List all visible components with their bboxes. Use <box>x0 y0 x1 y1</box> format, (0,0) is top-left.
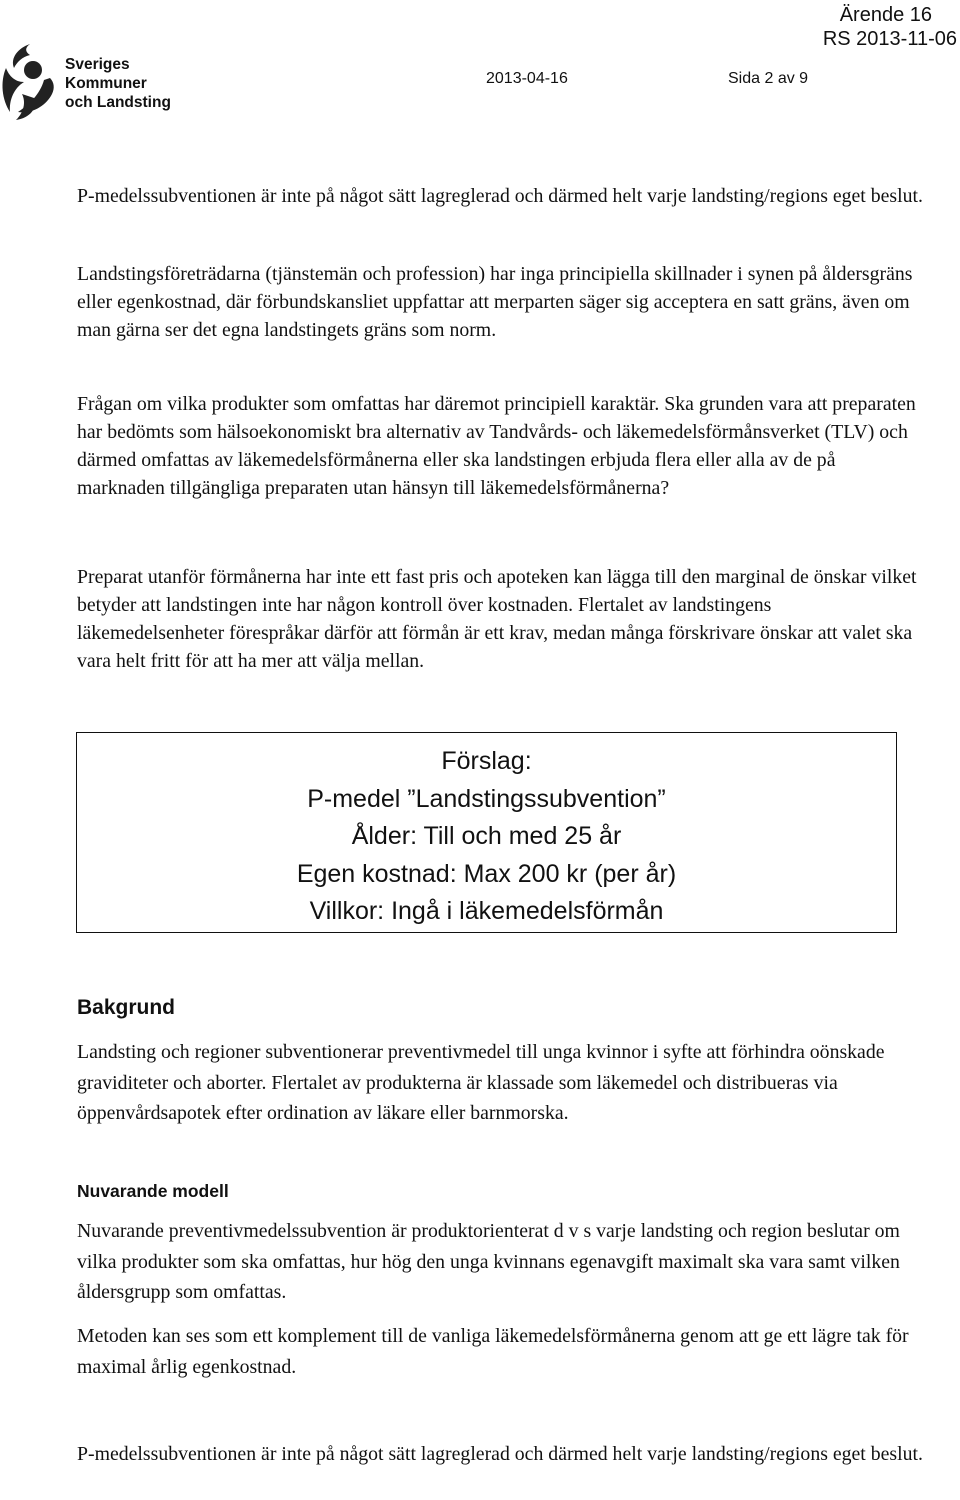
logo-line-1: Sveriges <box>65 56 130 73</box>
paragraph-preparations: Preparat utanför förmånerna har inte ett fast pris och apoteken kan lägga till den marginal de önskar vilket betyder att landstingen inte har någon kontroll över kostnaden. Flertalet av landstingens läkemedelsenheter förespråkar därför att förmån är ett krav, medan många förskrivare önskar att valet ska vara helt fritt för att ha mer att välja mellan. <box>77 566 917 672</box>
paragraph-nuvarande-2: Metoden kan ses som ett komplement till de vanliga läkemedelsförmånerna genom att ge ett lägre tak för maximal årlig egenkostnad. <box>77 1325 909 1378</box>
proposal-cost: Egen kostnad: Max 200 kr (per år) <box>296 859 677 888</box>
proposal-age: Ålder: Till och med 25 år <box>351 822 622 850</box>
logo-line-2: Kommuner <box>65 75 147 92</box>
arende-number: Ärende 16 <box>839 4 932 26</box>
paragraph-bakgrund: Landsting och regioner subventionerar preventivmedel till unga kvinnor i syfte att förhindra oönskade graviditeter och aborter. Flertalet av produkterna är klassade som läkemedel och distribueras via öppenvårdsapotek efter ordination av läkare eller barnmorska. <box>77 1041 885 1124</box>
rs-date: RS 2013-11-06 <box>822 28 957 50</box>
document-date: 2013-04-16 <box>486 70 568 87</box>
skl-figure-logo-icon <box>0 42 62 122</box>
logo-wordmark <box>65 55 171 112</box>
proposal-name: P-medel ”Landstingssubvention” <box>307 784 666 813</box>
page-number: Sida 2 av 9 <box>728 70 809 87</box>
heading-bakgrund: Bakgrund <box>77 996 176 1019</box>
heading-nuvarande-modell: Nuvarande modell <box>77 1181 229 1201</box>
proposal-box <box>76 732 897 933</box>
proposal-condition: Villkor: Ingå i läkemedelsförmån <box>309 897 664 925</box>
paragraph-regulation: P-medelssubventionen är inte på något sätt lagreglerad och därmed helt varje landsting/regions eget beslut. <box>77 185 923 207</box>
paragraph-products-question: Frågan om vilka produkter som omfattas har däremot principiell karaktär. Ska grunden vara att preparaten har bedömts som hälsoekonomiskt bra alternativ av Tandvårds- och läkemedelsförmånsverket (TLV) och därmed omfattas av läkemedelsförmånerna eller ska landstingen erbjuda flera eller alla av de på marknaden tillgängliga preparaten utan hänsyn till läkemedelsförmånerna? <box>77 393 916 499</box>
paragraph-nuvarande-3: P-medelssubventionen är inte på något sätt lagreglerad och därmed helt varje landsting/regions eget beslut. <box>77 1443 923 1465</box>
proposal-title: Förslag: <box>441 747 532 775</box>
paragraph-representatives: Landstingsföreträdarna (tjänstemän och profession) har inga principiella skillnader i synen på åldersgräns eller egenkostnad, där förbundskansliet uppfattar att merparten säger sig acceptera en satt gräns, även om man gärna ser det egna landstingets gräns som norm. <box>77 263 913 341</box>
logo-line-3: och Landsting <box>65 94 171 111</box>
paragraph-nuvarande-1: Nuvarande preventivmedelssubvention är produktorienterat d v s varje landsting och region beslutar om vilka produkter som ska omfattas, hur hög den unga kvinnans egenavgift maximalt ska vara samt vilken åldersgrupp som omfattas. <box>77 1220 900 1303</box>
